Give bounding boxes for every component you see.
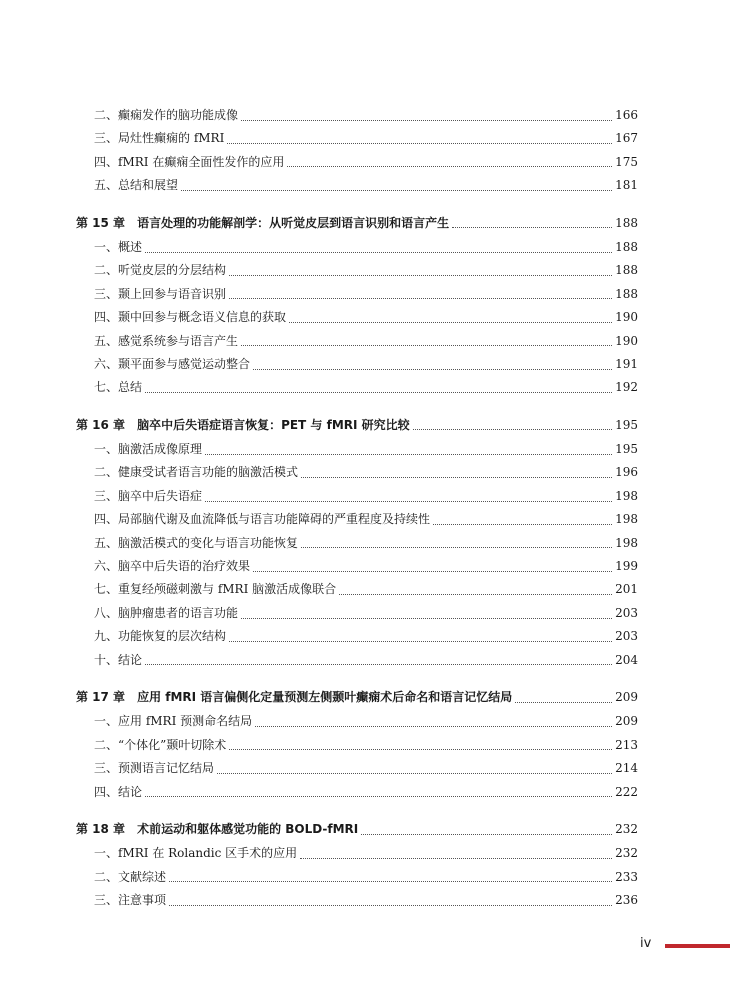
toc-page-number: 188 — [615, 215, 638, 230]
toc-section-entry — [76, 532, 638, 555]
section-title: 四、结论 — [94, 784, 143, 799]
toc-page-number: 181 — [615, 178, 638, 193]
section-title: 九、功能恢复的层次结构 — [94, 629, 227, 644]
dot-leader — [253, 570, 612, 572]
dot-leader — [145, 795, 612, 797]
toc-page-number: 198 — [615, 512, 638, 527]
section-title: 二、癫痫发作的脑功能成像 — [94, 108, 239, 122]
dot-leader — [413, 428, 612, 430]
toc-section-entry — [76, 330, 638, 353]
toc-page-number: 190 — [615, 310, 638, 325]
toc-page-number: 166 — [615, 108, 638, 122]
toc-section-entry — [76, 438, 638, 461]
dot-leader — [145, 251, 612, 253]
toc-page-number: 213 — [615, 737, 638, 752]
chapter-title: 语言处理的功能解剖学：从听觉皮层到语言识别和语言产生 — [137, 215, 450, 230]
toc-page-number: 203 — [615, 629, 638, 644]
dot-leader — [169, 880, 612, 882]
dot-leader — [229, 274, 612, 276]
section-title: 一、脑激活成像原理 — [94, 442, 203, 457]
chapter-title: 术前运动和躯体感觉功能的 BOLD-fMRI — [137, 821, 359, 836]
toc-section-entry — [76, 781, 638, 804]
toc-section-entry — [76, 508, 638, 531]
dot-leader — [452, 226, 612, 228]
toc-section-entry — [76, 376, 638, 399]
toc-page-number: 188 — [615, 286, 638, 301]
dot-leader — [255, 725, 612, 727]
section-title: 三、局灶性癫痫的 fMRI — [94, 131, 225, 146]
toc-page-number: 192 — [615, 380, 638, 395]
toc-chapter-entry — [76, 212, 638, 235]
toc-section-entry — [76, 127, 638, 150]
section-title: 五、感觉系统参与语言产生 — [94, 333, 239, 348]
dot-leader — [229, 748, 612, 750]
section-title: 三、颞上回参与语音识别 — [94, 286, 227, 301]
toc-page-number: 232 — [615, 821, 638, 836]
dot-leader — [515, 701, 612, 703]
toc-page-number: 195 — [615, 442, 638, 457]
section-title: 四、fMRI 在癫痫全面性发作的应用 — [94, 154, 285, 169]
section-title: 三、脑卒中后失语症 — [94, 488, 203, 503]
dot-leader — [300, 857, 612, 859]
dot-leader — [301, 476, 612, 478]
dot-leader — [241, 119, 612, 121]
section-title: 四、局部脑代谢及血流降低与语言功能障碍的严重程度及持续性 — [94, 512, 431, 527]
toc-section-entry — [76, 649, 638, 672]
toc-page-number: 190 — [615, 333, 638, 348]
dot-leader — [339, 593, 612, 595]
toc-page-number: 191 — [615, 356, 638, 371]
toc-section-entry — [76, 151, 638, 174]
section-title: 七、重复经颅磁刺激与 fMRI 脑激活成像联合 — [94, 582, 337, 597]
toc-page-number: 188 — [615, 239, 638, 254]
toc-page-number: 167 — [615, 131, 638, 146]
dot-leader — [217, 772, 612, 774]
section-title: 一、应用 fMRI 预测命名结局 — [94, 714, 253, 729]
toc-page-number: 199 — [615, 559, 638, 574]
toc-page-number: 195 — [615, 417, 638, 432]
section-title: 八、脑肿瘤患者的语言功能 — [94, 605, 239, 620]
toc-chapter-entry — [76, 414, 638, 437]
toc-section-entry — [76, 555, 638, 578]
dot-leader — [205, 500, 612, 502]
chapter-title: 应用 fMRI 语言偏侧化定量预测左侧颞叶癫痫术后命名和语言记忆结局 — [137, 689, 513, 704]
chapter-number: 第 15 章 — [76, 215, 126, 230]
toc-page-number: 198 — [615, 488, 638, 503]
table-of-contents — [76, 104, 638, 913]
toc-page-number: 198 — [615, 535, 638, 550]
section-title: 二、健康受试者语言功能的脑激活模式 — [94, 465, 299, 480]
section-title: 一、概述 — [94, 239, 143, 254]
toc-section-entry — [76, 353, 638, 376]
toc-page-number: 236 — [615, 893, 638, 908]
accent-bar — [665, 944, 730, 948]
chapter-number: 第 18 章 — [76, 821, 126, 836]
section-title: 二、“个体化”颞叶切除术 — [94, 737, 227, 752]
toc-page-number: 222 — [615, 784, 638, 799]
chapter-title: 脑卒中后失语症语言恢复：PET 与 fMRI 研究比较 — [137, 417, 410, 432]
toc-section-entry — [76, 734, 638, 757]
toc-section-entry — [76, 625, 638, 648]
dot-leader — [169, 904, 612, 906]
section-title: 四、颞中回参与概念语义信息的获取 — [94, 310, 287, 325]
section-title: 一、fMRI 在 Rolandic 区手术的应用 — [94, 846, 298, 861]
toc-page-number: 204 — [615, 652, 638, 667]
toc-page-number: 214 — [615, 761, 638, 776]
section-title: 三、预测语言记忆结局 — [94, 761, 215, 776]
page-number: iv — [640, 936, 652, 951]
toc-section-entry — [76, 889, 638, 912]
toc-section-entry — [76, 710, 638, 733]
toc-section-entry — [76, 602, 638, 625]
toc-page-number: 196 — [615, 465, 638, 480]
dot-leader — [433, 523, 612, 525]
section-title: 三、注意事项 — [94, 893, 167, 908]
section-title: 五、总结和展望 — [94, 178, 179, 193]
dot-leader — [227, 142, 612, 144]
toc-page-number: 232 — [615, 846, 638, 861]
section-title: 七、总结 — [94, 380, 143, 395]
toc-section-entry — [76, 174, 638, 197]
section-title: 二、听觉皮层的分层结构 — [94, 263, 227, 278]
toc-chapter-entry — [76, 818, 638, 841]
chapter-number: 第 16 章 — [76, 417, 126, 432]
toc-section-entry — [76, 461, 638, 484]
section-title: 六、脑卒中后失语的治疗效果 — [94, 559, 251, 574]
dot-leader — [145, 391, 612, 393]
toc-page-number: 209 — [615, 714, 638, 729]
toc-section-entry — [76, 283, 638, 306]
dot-leader — [361, 833, 612, 835]
toc-section-entry — [76, 866, 638, 889]
dot-leader — [301, 546, 612, 548]
section-title: 二、文献综述 — [94, 869, 167, 884]
dot-leader — [145, 663, 612, 665]
toc-section-entry — [76, 842, 638, 865]
dot-leader — [229, 297, 612, 299]
toc-page-number: 201 — [615, 582, 638, 597]
toc-page-number: 188 — [615, 263, 638, 278]
dot-leader — [241, 617, 612, 619]
toc-section-entry — [76, 259, 638, 282]
dot-leader — [287, 165, 612, 167]
toc-section-entry — [76, 306, 638, 329]
toc-page-number: 203 — [615, 605, 638, 620]
toc-section-entry — [76, 104, 638, 127]
dot-leader — [241, 344, 612, 346]
dot-leader — [289, 321, 612, 323]
dot-leader — [229, 640, 612, 642]
toc-page-number: 209 — [615, 689, 638, 704]
dot-leader — [181, 189, 612, 191]
toc-section-entry — [76, 578, 638, 601]
section-title: 六、颞平面参与感觉运动整合 — [94, 356, 251, 371]
chapter-number: 第 17 章 — [76, 689, 126, 704]
dot-leader — [205, 453, 612, 455]
toc-section-entry — [76, 236, 638, 259]
section-title: 五、脑激活模式的变化与语言功能恢复 — [94, 535, 299, 550]
toc-chapter-entry — [76, 686, 638, 709]
dot-leader — [253, 368, 612, 370]
toc-section-entry — [76, 485, 638, 508]
toc-section-entry — [76, 757, 638, 780]
toc-page-number: 233 — [615, 869, 638, 884]
toc-page-number: 175 — [615, 154, 638, 169]
section-title: 十、结论 — [94, 652, 143, 667]
